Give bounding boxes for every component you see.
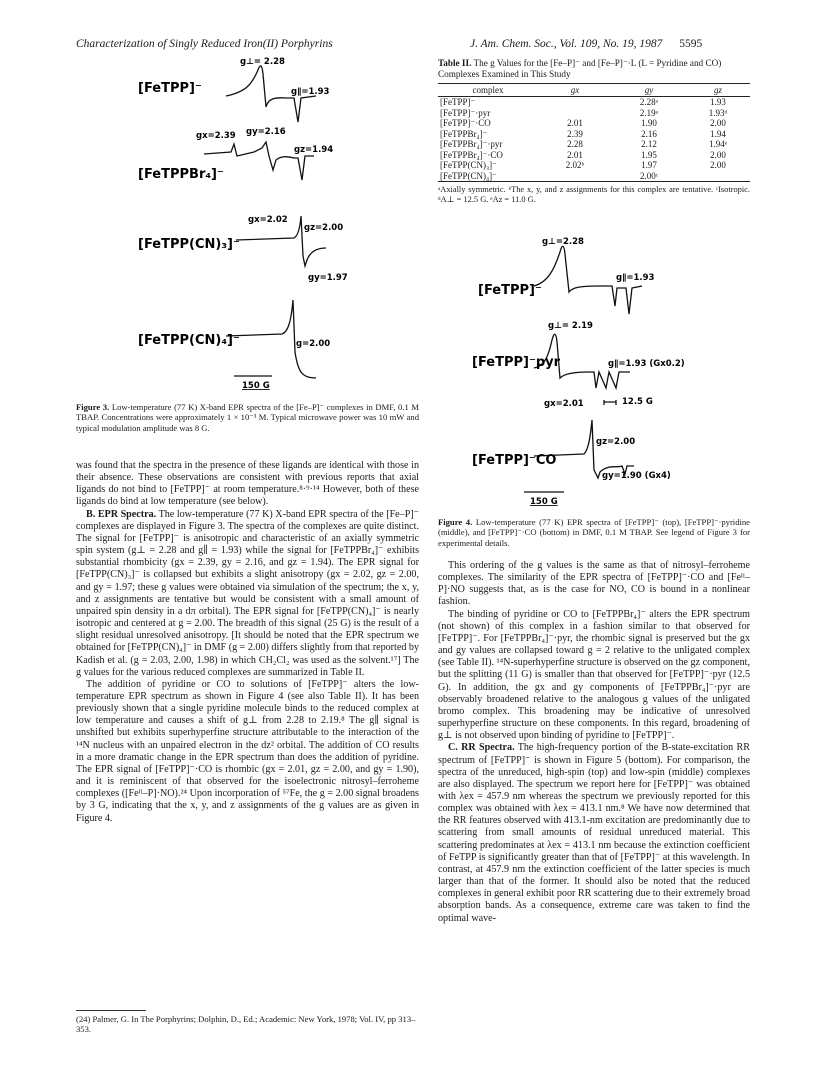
- figure-3-caption-text: Low-temperature (77 K) X-band EPR spectra of the [Fe–P]⁻ complexes in DMF, 0.1 M TBAP. Concentrations were approximately 1 × 10⁻³ M. Typical microwave power was 10 mW and typical modulation amplitude was 8 G.: [76, 402, 420, 433]
- table-2-cell-complex: [FeTPPBr₄]⁻: [440, 128, 488, 139]
- table-2-cell-value: 2.01: [567, 149, 583, 160]
- table-2-row: [438, 108, 750, 119]
- figure-4-caption-label: Figure 4.: [438, 517, 473, 527]
- para-ordering: This ordering of the g values is the same as that of nitrosyl–ferroheme complexes. The similarity of the EPR spectra of [FeTPP]⁻·CO and [Feᴵᴵ–P]·NO suggests that, as is the case for NO, CO is bound in a nonlinear fashion.: [438, 560, 750, 608]
- table-2-cell-value: 1.90: [641, 118, 657, 128]
- table-2-cell-value: 1.94: [710, 128, 726, 139]
- table-2-cell-value: 1.95: [641, 149, 657, 160]
- table-2-header-gy: gy: [612, 84, 686, 97]
- table-2-cell-value: 1.94ᵉ: [708, 139, 728, 149]
- table-2-cell-complex: [FeTPP(CN)₃]⁻: [440, 160, 497, 170]
- table-2-title: [438, 58, 750, 80]
- table-2-title-label: Table II.: [438, 58, 472, 68]
- table-2-cell-value: [686, 171, 750, 182]
- table-2-cell-value: 2.39: [567, 128, 583, 139]
- fig4-g-perp: g⊥=2.28: [542, 237, 584, 247]
- para-rr-spectra: [438, 742, 750, 924]
- fig4-gz-co: gz=2.00: [596, 437, 636, 447]
- figure-4-caption-text: Low-temperature (77 K) EPR spectra of [FeTPP]⁻ (top), [FeTPP]⁻·pyridine (middle), and [FeTPP]⁻·CO (bottom) in DMF, 0.1 M TBAP. See legend of Figure 3 for experimental details.: [438, 517, 750, 548]
- table-2-cell-value: 1.93ᵈ: [708, 107, 728, 118]
- fig4-g-par: g∥=1.93: [616, 273, 655, 283]
- fig4-gx-co: gx=2.01: [544, 399, 584, 409]
- figure-3-caption: [76, 402, 419, 433]
- fig4-gy-co: gy=1.90 (Gx4): [602, 471, 671, 481]
- table-2-row: [438, 171, 750, 182]
- para-rr-spectra-text: The high-frequency portion of the B-state-excitation RR spectrum of [FeTPP]⁻ is shown in Figure 5 (bottom). For comparison, the spectra of the unreduced, high-spin (top) and low-spin (middle) complexes are also displayed. The spectrum we report here for [FeTPP]⁻ was obtained with λex = 457.9 nm whereas the spectrum we previously reported for this complex was obtained with λex = 413.1 nm.⁸ We have now determined that the RR features observed with 413.1-nm excitation are predominantly due to scattering from small amounts of residual unreduced material. This scattering predominates at λex = 413.1 nm because the extinction coefficient of FeTPP is significantly greater than that of [FeTPP]⁻ at this wavelength. In contrast, at 457.9 nm the extinction coefficient of the latter species is much larger than that of the former. It should also be noted that the reduced complexes in general exhibit poor RR scattering due to their extremely broad absorption bands. As a consequence, extreme care was taken to find the optimal wave-: [438, 742, 750, 924]
- table-2-title-text: The g Values for the [Fe–P]⁻ and [Fe–P]⁻·L (L = Pyridine and CO) Complexes Examined in This Study: [438, 58, 722, 79]
- table-2-cell-value: 2.19ᵃ: [639, 107, 659, 118]
- fig3-g-cn4: g=2.00: [296, 339, 331, 349]
- fig3-label-fetppcn3: [FeTPP(CN)₃]⁻: [138, 237, 240, 252]
- fig4-scale-label: 150 G: [530, 497, 558, 507]
- table-2-cell-value: [538, 108, 612, 119]
- table-2-cell-value: 2.00ᶜ: [612, 171, 686, 182]
- para-epr-spectra-text: The low-temperature (77 K) X-band EPR spectra of the [Fe–P]⁻ complexes are displayed in Figure 3. The spectra of the complexes are quite distinct. The signal for [FeTPP]⁻ is anisotropic and characteristic of an axially symmetric spin system (g⊥ = 2.28 and g∥ = 1.93) while the signal for [FeTPPBr₄]⁻ exhibits substantial rhombicity (gx = 2.39, gy = 2.16, and gz = 1.94). The EPR signal for [FeTPP(CN)₃]⁻ is collapsed but exhibits a slight anisotropy (gx = 2.02, gz = 2.00, and gy = 1.97; these g values were obtained via simulation of the spectrum; the x, y, and z assignments are tentative but would be consistent with a small amount of unpaired spin density in a dπ orbital). The EPR signal for [FeTPP(CN)₄]⁻ is nearly isotropic and centered at g = 2.00. The breadth of this signal (25 G) is the result of a slight residual unresolved anisotropy. [It should be noted that the EPR spectrum we obtained for [FeTPP(CN)₄]⁻ in DMF (g = 2.00) differs slightly from that reported by Kadish et al. (g = 2.03, 2.00, 1.98) in which CH₂Cl₂ was used as the solvent.¹⁷] The g values for the various reduced complexes are summarized in Table II.: [76, 508, 420, 678]
- table-2-cell-complex: [FeTPP]⁻·pyr: [440, 107, 491, 118]
- table-2-cell-value: 2.28ᵃ: [639, 97, 659, 107]
- fig3-g-perp: g⊥= 2.28: [240, 57, 285, 67]
- running-header-title: Characterization of Singly Reduced Iron(II) Porphyrins: [76, 38, 333, 50]
- journal-volume: Vol. 109, No. 19, 1987: [559, 38, 663, 50]
- table-2-header-gz: gz: [686, 84, 750, 97]
- journal-name: J. Am. Chem. Soc.,: [470, 38, 557, 50]
- fig4-g-par-pyr: g∥=1.93 (Gx0.2): [608, 359, 685, 369]
- fig3-g-par: g∥=1.93: [291, 87, 330, 97]
- table-2-cell-value: 2.02ᵇ: [565, 160, 585, 170]
- fig4-splitting: 12.5 G: [622, 397, 653, 407]
- para-pyridine-co: The addition of pyridine or CO to solutions of [FeTPP]⁻ alters the low-temperature EPR spectrum as shown in Figure 4 (see also Table II). It has been previously shown that a single pyridine molecule binds to the reduced complex at low temperature and causes a shift of g⊥ from 2.28 to 2.19.⁸ The g∥ signal is unshifted but exhibits superhyperfine structure attributable to the interaction of the ¹⁴N nucleus with an unpaired electron in the dz² orbital. The addition of CO results in a more dramatic change in the EPR spectrum than does the addition of pyridine. The EPR signal of [FeTPP]⁻·CO is rhombic (gx = 2.01, gz = 2.00, and gy = 1.90), and it is reminiscent of that observed for the isoelectronic nitrosyl–ferroheme complexes ([Feᴵᴵ–P]·NO).²⁴ Upon incorporation of ⁵⁷Fe, the g = 2.00 signal broadens by 3 G, indicating that the x, y, and z assignments of the g values are as given in Figure 4.: [76, 678, 419, 824]
- table-2-header-complex: complex: [438, 84, 538, 97]
- footnote-24: (24) Palmer, G. In The Porphyrins; Dolphin, D., Ed.; Academic: New York, 1978; Vol. IV, pp 313–353.: [76, 1014, 416, 1035]
- table-2-cell-value: 2.12: [641, 139, 657, 149]
- table-2-block: [438, 58, 750, 205]
- table-2-cell-value: 2.00: [710, 118, 726, 128]
- fig3-scale-label: 150 G: [242, 381, 270, 391]
- fig3-gy-cn3: gy=1.97: [308, 273, 348, 283]
- running-header-journal: [470, 38, 702, 50]
- fig3-label-fetpp: [FeTPP]⁻: [138, 81, 202, 96]
- table-2-header-gx: gx: [538, 84, 612, 97]
- table-2-row: [438, 129, 750, 140]
- table-2-cell-complex: [FeTPP(CN)₄]⁻: [438, 171, 538, 182]
- table-2-cell-complex: [FeTPPBr₄]⁻·CO: [440, 149, 503, 160]
- para-fetppbr4-binding: The binding of pyridine or CO to [FeTPPBr₄]⁻ alters the EPR spectrum (not shown) of this complex in a fashion similar to that observed for [FeTPP]⁻. For [FeTPPBr₄]⁻·pyr, the rhombic signal is preserved but the gx and gy values are collapsed toward g = 2 relative to the unligated complex (see Table II). ¹⁴N-superhyperfine structure is observed on the gz component, but the splitting (11 G) is smaller than that observed for [FeTPP]⁻·pyr (12.5 G). In addition, the gx and gy components of [FeTPPBr₄]⁻·pyr are observably broadened relative to the analogous g values of the unligated bromo complex. This broadening may be indicative of unresolved superhyperfine structure on these components. In this regard, broadening of g⊥ is not observed upon binding of pyridine to [FeTPP]⁻.: [438, 608, 750, 742]
- para-ligand-binding: was found that the spectra in the presence of these ligands are identical with those in their absence. These observations are consistent with previous reports that axial ligands do not bind to [FeTPP]⁻ at room temperature.⁸·⁹·¹⁴ However, both of these ligands do bind at low temperature (see below).: [76, 460, 419, 508]
- fig3-label-fetppbr4: [FeTPPBr₄]⁻: [138, 167, 224, 182]
- table-2-row: [438, 118, 750, 129]
- table-2-row: [438, 97, 750, 108]
- fig3-label-fetppcn4: [FeTPP(CN)₄]⁻: [138, 333, 240, 348]
- section-c-heading: C. RR Spectra.: [448, 742, 515, 754]
- footnote-rule: [76, 1010, 146, 1011]
- figure-3-epr-spectra: [76, 52, 419, 400]
- fig3-gz-cn3: gz=2.00: [304, 223, 344, 233]
- figure-4-epr-spectra: [438, 230, 750, 510]
- fig4-label-fetpp-pyr: [FeTPP]⁻pyr: [472, 355, 561, 370]
- table-2-row: [438, 160, 750, 171]
- table-2: [438, 83, 750, 182]
- page-number: 5595: [679, 38, 703, 50]
- table-2-cell-value: [538, 97, 612, 108]
- table-2-cell-value: 1.97: [641, 160, 657, 170]
- fig4-label-fetpp-co: [FeTPP]⁻CO: [472, 453, 557, 468]
- table-2-cell-value: 2.00: [710, 149, 726, 160]
- fig3-gz-br4: gz=1.94: [294, 145, 334, 155]
- table-2-cell-complex: [FeTPP]⁻·CO: [440, 118, 491, 128]
- fig3-gx-cn3: gx=2.02: [248, 215, 288, 225]
- table-2-row: [438, 139, 750, 150]
- table-2-row: [438, 150, 750, 161]
- fig3-gx-br4: gx=2.39: [196, 131, 236, 141]
- table-2-footnotes: ᵃAxially symmetric. ᵇThe x, y, and z assignments for this complex are tentative. ᶜIsotropic. ᵈA⊥ = 12.5 G. ᵉAz = 11.0 G.: [438, 185, 750, 204]
- table-2-cell-value: 2.00: [710, 160, 726, 170]
- table-2-cell-value: 2.28: [567, 139, 583, 149]
- fig3-gy-br4: gy=2.16: [246, 127, 286, 137]
- para-epr-spectra: [76, 509, 419, 679]
- fig4-label-fetpp: [FeTPP]⁻: [478, 283, 542, 298]
- table-2-cell-value: 2.01: [567, 118, 583, 128]
- figure-3-caption-label: Figure 3.: [76, 402, 110, 412]
- table-2-cell-complex: [FeTPPBr₄]⁻·pyr: [440, 139, 503, 149]
- fig4-g-perp-pyr: g⊥= 2.19: [548, 321, 593, 331]
- table-2-cell-complex: [FeTPP]⁻: [440, 97, 476, 107]
- table-2-cell-value: [538, 171, 612, 182]
- figure-4-caption: [438, 517, 750, 548]
- right-column-body: [438, 560, 750, 925]
- fig4-trace-fetpp-co: [534, 420, 634, 478]
- table-2-cell-value: 1.93: [710, 97, 726, 107]
- section-b-heading: B. EPR Spectra.: [86, 508, 157, 520]
- left-column-body: [76, 460, 419, 825]
- table-2-cell-value: 2.16: [641, 128, 657, 139]
